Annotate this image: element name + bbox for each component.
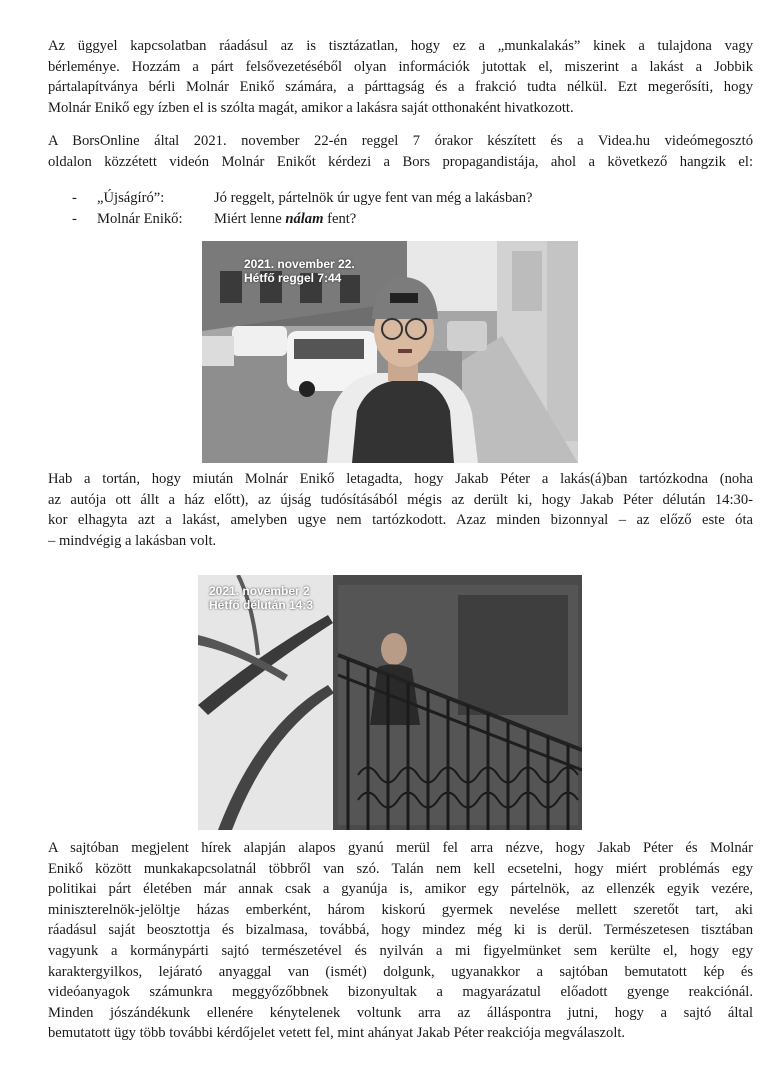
video-timestamp-overlay [244, 257, 355, 285]
speaker-name: Molnár Enikő: [97, 211, 183, 227]
text-line: Hab a tortán, hogy miután Molnár Enikő letagadta, hogy Jakab Péter a lakás(á)ban tartózkodna (noha [48, 471, 753, 487]
paragraph-video-intro [48, 131, 753, 172]
text-line: miniszterelnök-jelöltje házas emberként, három kiskorú gyermek nevelése mellett szeretőt tart, aki [48, 901, 753, 918]
text-line: Enikő között munkakapcsolatnál többről van szó. Talán nem kell ecsetelni, hogy miért problémás egy [48, 860, 753, 877]
bullet-dash: - [72, 190, 77, 206]
text-line: Az üggyel kapcsolatban ráadásul az is tisztázatlan, hogy ez a „munkalakás” kinek a tulajdona vagy [48, 38, 753, 54]
spoken-text: Jó reggelt, pártelnök úr ugye fent van még a lakásban? [214, 190, 533, 206]
video-still-street [202, 241, 578, 463]
paragraph-apartment-ownership [48, 36, 753, 118]
emphasized-word: nálam [285, 211, 324, 227]
text-line: – mindvégig a lakásban volt. [48, 532, 217, 549]
dialog-row-molnar [72, 209, 533, 230]
text-line: bérleménye. Hozzám a párt felsővezetéséből olyan információk jutottak el, miszerint a lakást a Jobbik [48, 58, 753, 75]
text-line: pártalapítványa bérli Molnár Enikő számára, a párttagság és a frakció tudta nélkül. Ezt megerősíti, hogy [48, 79, 753, 96]
text-line: bemutatott ügy több további kérdőjelet vetett fel, mint ahányat Jakab Péter reakciója megválaszolt. [48, 1025, 626, 1042]
spoken-text [214, 209, 356, 230]
text-line: A sajtóban megjelent hírek alapján alapos gyanú merül fel arra nézve, hogy Jakab Péter és Molnár [48, 840, 753, 856]
timestamp-date: 2021. november 22. [244, 257, 355, 271]
text-line: oldalon közzétett videón Molnár Enikőt kérdezi a Bors propagandistája, ahol a következő hangzik el: [48, 153, 753, 170]
spoken-text-start: Miért lenne [214, 211, 286, 227]
text-line: politikai párt életében már annak csak a gyanúja is, amikor egy pártelnök, az ellenzék egyik vezére, [48, 881, 753, 898]
stairway-scene-image [198, 575, 582, 830]
paragraph-conclusion [48, 838, 753, 1044]
text-line: ráadásul saját beosztottja és bizalmasa, továbbá, hogy mindez még ki is derül. Természetesen tisztában [48, 922, 753, 939]
dialog-row-journalist [72, 188, 533, 209]
bullet-dash: - [72, 211, 77, 227]
text-line: Molnár Enikő egy ízben el is szólta magát, amikor a lakásra saját otthonaként hivatkozott. [48, 99, 574, 116]
timestamp-time: Hétfő reggel 7:44 [244, 271, 342, 285]
text-line: vagyunk a kormánypárti sajtó természetével és nyilván a mi figyelmünket sem kerülte el, hogy egy [48, 942, 753, 959]
dialog-transcript [72, 188, 533, 230]
text-line: Minden jószándékunk ellenére kénytelenek voltunk arra az álláspontra jutni, hogy a sajtó által [48, 1004, 753, 1021]
text-line: az autója ott állt a ház előtt), az újság tudósításából mégis az derült ki, hogy Jakab Péter délután 14:30- [48, 491, 753, 508]
paragraph-leaving-apartment [48, 469, 753, 551]
video-still-stairway [198, 575, 582, 830]
timestamp-time: Hétfő délután 14:3 [209, 598, 314, 612]
timestamp-date: 2021. november 2 [209, 584, 310, 598]
text-line: kor elhagyta azt a lakást, amelyben ugye nem tartózkodott. Azaz minden bizonnyal – az előző este óta [48, 512, 753, 529]
speaker-name: „Újságíró”: [97, 190, 165, 206]
spoken-text-end: fent? [323, 211, 357, 227]
text-line: videóanyagok számunkra meggyőzőbbnek bizonyultak a magyarázatul előadott gyenge reakciónál. [48, 984, 753, 1001]
text-line: karaktergyilkos, lejárató anyaggal van (ismét) dolgunk, ugyanakkor a sajtóban bemutatott kép és [48, 963, 753, 980]
video-timestamp-overlay [209, 584, 313, 612]
text-line: A BorsOnline által 2021. november 22-én reggel 7 órakor készített és a Videa.hu videómegosztó [48, 133, 753, 149]
